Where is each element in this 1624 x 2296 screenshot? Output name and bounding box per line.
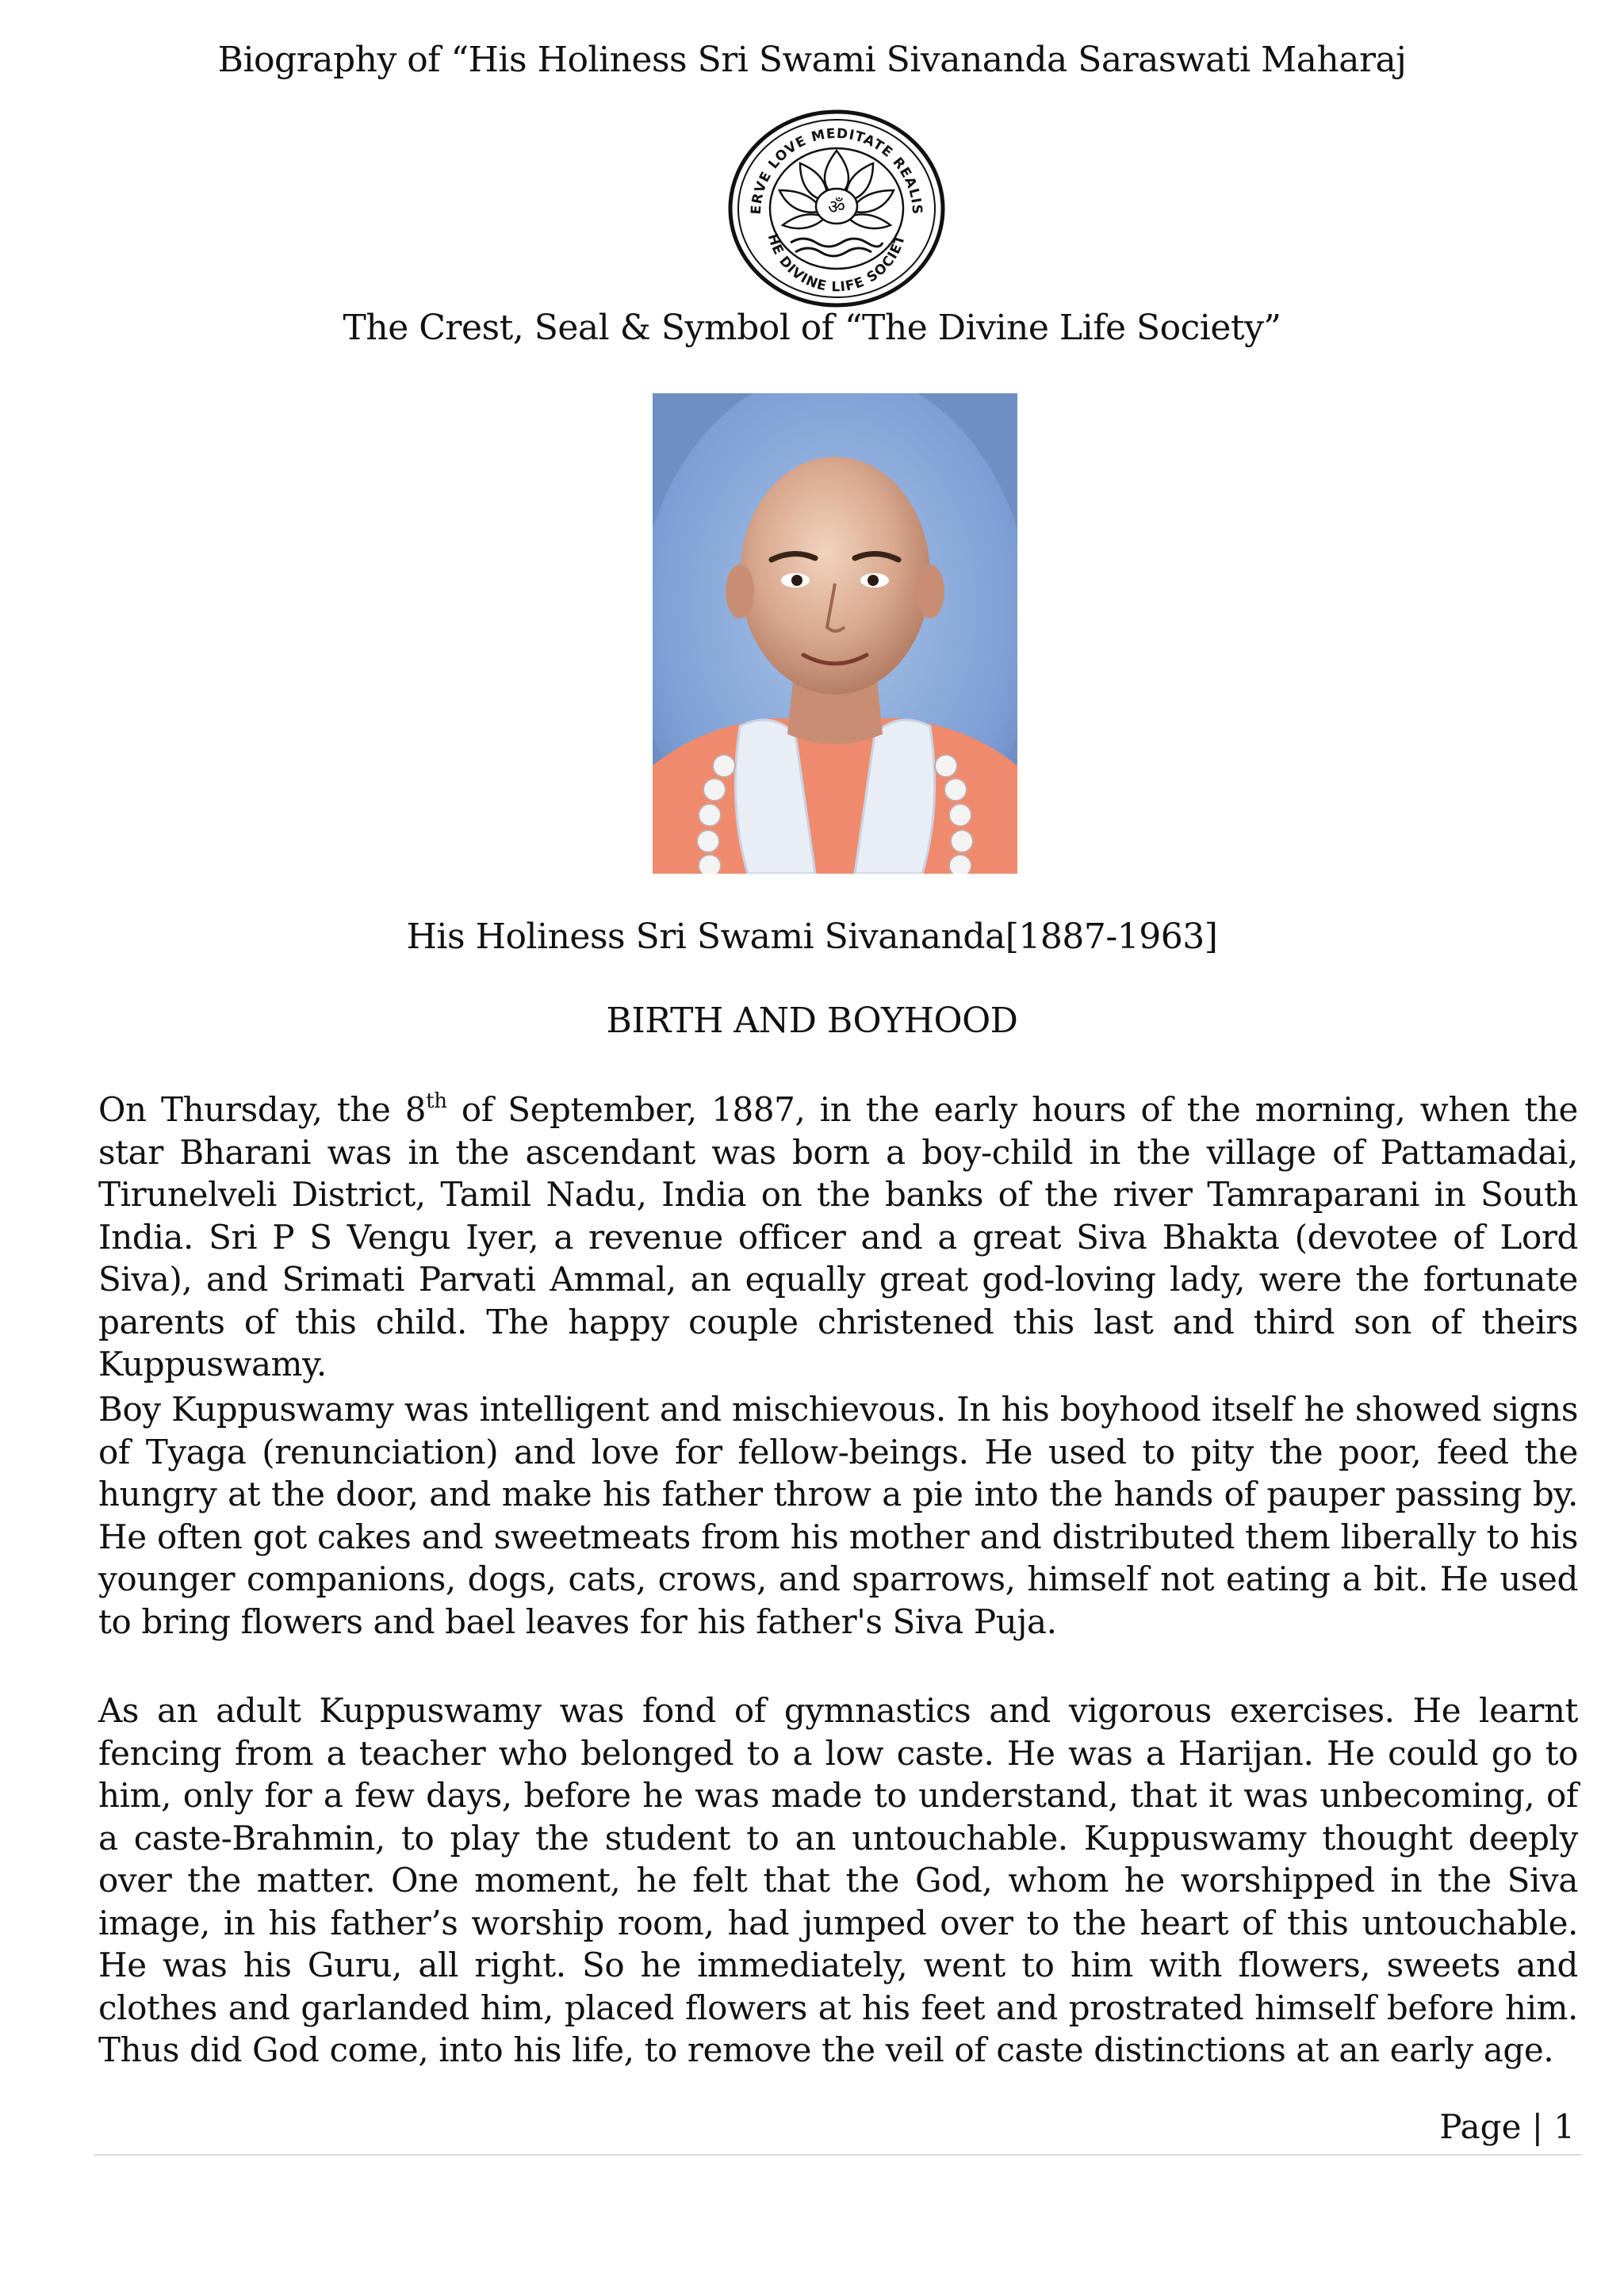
footer-divider: [94, 2154, 1581, 2156]
portrait-caption: His Holiness Sri Swami Sivananda[1887-1963]: [406, 916, 1218, 957]
paragraph-text: On Thursday, the 8: [98, 1090, 427, 1129]
svg-text:ॐ: ॐ: [828, 196, 845, 218]
divine-life-society-seal-icon: [727, 109, 946, 308]
document-title: Biography of “His Holiness Sri Swami Sivananda Saraswati Maharaj: [217, 40, 1407, 80]
paragraph-adulthood: As an adult Kuppuswamy was fond of gymnastics and vigorous exercises. He learnt fencing from a teacher who belonged to a low caste. He was a Harijan. He could go to him, only for a few days, before he was made to understand, that it was unbecoming, of a caste-Brahmin, to play the student to an untouchable. Kuppuswamy thought deeply over the matter. One moment, he felt that the God, whom he worshipped in the Siva image, in his father’s worship room, had jumped over to the heart of this untouchable. He was his Guru, all right. So he immediately, went to him with flowers, sweets and clothes and garlanded him, placed flowers at his feet and prostrated himself before him. Thus did God come, into his life, to remove the veil of caste distinctions at an early age.: [98, 1691, 1578, 2069]
page-number: Page | 1: [1439, 2107, 1575, 2146]
svg-text:THE DIVINE LIFE SOCIETY: HE DIVINE LIFE SOCIET: [764, 232, 910, 296]
paragraph-text: of September, 1887, in the early hours of the morning, when the star Bharani was in the ascendant was born a boy-child in the village of Pattamadai, Tirunelveli District, Tamil Nadu, India on the banks of the river Tamraparani in South India. Sri P S Vengu Iyer, a revenue officer and a great Siva Bhakta (devotee of Lord Siva), and Srimati Parvati Ammal, an equally great god-loving lady, were the fortunate parents of this child. The happy couple christened this last and third son of theirs Kuppuswamy.: [98, 1090, 1579, 1383]
ordinal-suffix: th: [426, 1089, 447, 1113]
paragraph-boyhood: Boy Kuppuswamy was intelligent and mischievous. In his boyhood itself he showed signs of Tyaga (renunciation) and love for fellow-beings. He used to pity the poor, feed the hungry at the door, and make his father throw a pie into the hands of pauper passing by. He often got cakes and sweetmeats from his mother and distributed them liberally to his younger companions, dogs, cats, crows, and sparrows, himself not eating a bit. He used to bring flowers and bael leaves for his father's Siva Puja.: [98, 1390, 1578, 1641]
swami-portrait-photo: [653, 393, 1017, 874]
seal-caption: The Crest, Seal & Symbol of “The Divine Life Society”: [343, 308, 1281, 348]
section-heading: BIRTH AND BOYHOOD: [606, 1001, 1018, 1041]
paragraph-birth: [98, 1089, 1578, 1386]
svg-text:SERVE LOVE MEDITATE REALISE: ERVE LOVE MEDITATE REALIS: [748, 125, 925, 216]
